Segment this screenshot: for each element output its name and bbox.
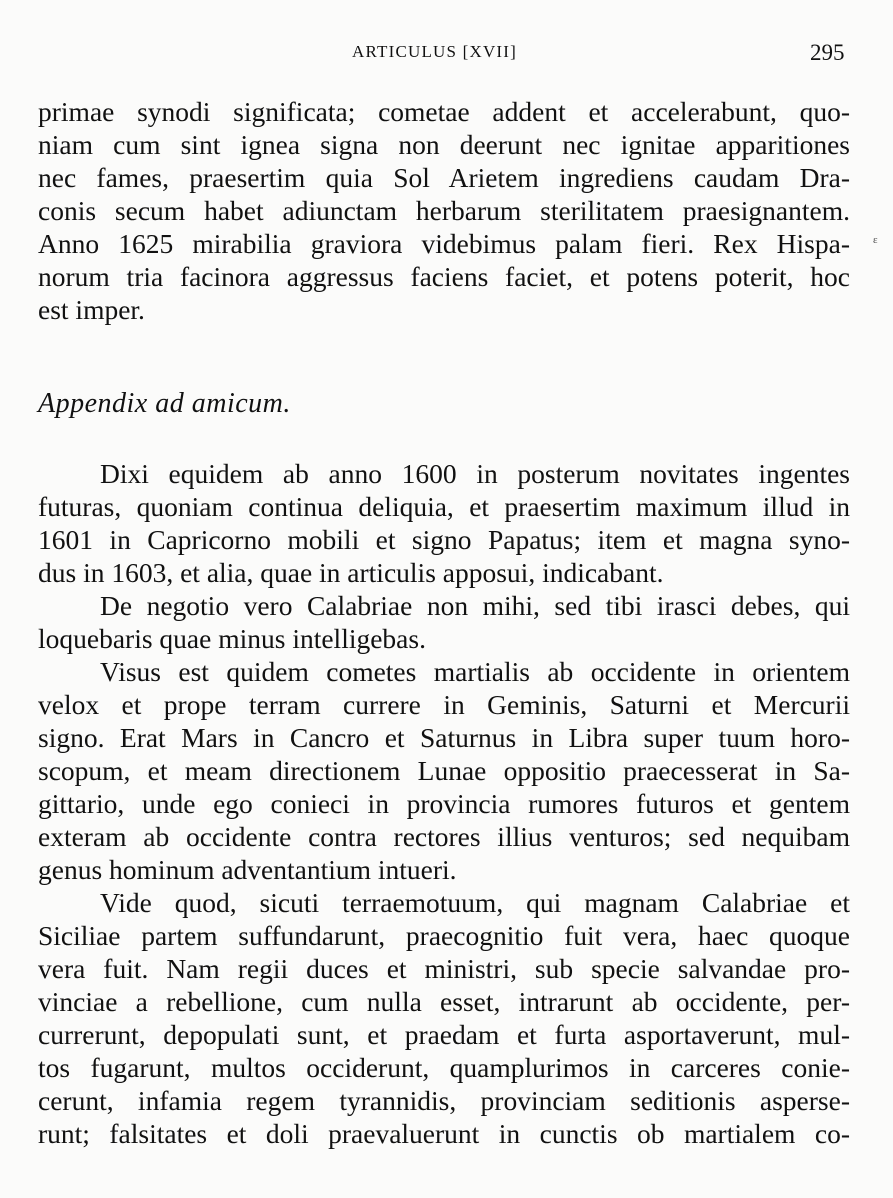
page-number: 295 [810,40,845,65]
text-line: primae synodi significata; cometae addent et accelerabunt, quo- [38,96,850,127]
running-head [0,40,893,70]
text-line: exteram ab occidente contra rectores illius venturos; sed nequibam [38,821,850,852]
text-line: velox et prope terram currere in Geminis, Saturni et Mercurii [38,689,850,720]
paragraph-continuation [38,95,850,326]
text-line: nec fames, praesertim quia Sol Arietem ingrediens caudam Dra- [38,162,850,193]
appendix-body [38,457,850,1150]
text-line: niam cum sint ignea signa non deerunt nec ignitae apparitiones [38,129,850,160]
text-line: Siciliae partem suffundarunt, praecognitio fuit vera, haec quoque [38,920,850,951]
text-line: gittario, unde ego conieci in provincia rumores futuros et gentem [38,788,850,819]
text-line: conis secum habet adiunctam herbarum sterilitatem praesignantem. [38,195,850,226]
text-line: dus in 1603, et alia, quae in articulis apposui, indicabant. [38,557,664,588]
running-title: ARTICULUS [XVII] [352,42,518,61]
text-line: tos fugarunt, multos occiderunt, quamplurimos in carceres conie- [38,1052,850,1083]
text-line: loquebaris quae minus intelligebas. [38,623,426,654]
text-line: signo. Erat Mars in Cancro et Saturnus in Libra super tuum horo- [38,722,850,753]
text-line: norum tria facinora aggressus faciens faciet, et potens poterit, hoc [38,261,850,292]
text-line: currerunt, depopulati sunt, et praedam et furta asportaverunt, mul- [38,1019,850,1050]
text-line: cerunt, infamia regem tyrannidis, provinciam seditionis asperse- [38,1085,850,1116]
text-line: Visus est quidem cometes martialis ab occidente in orientem [100,656,850,687]
text-line: Anno 1625 mirabilia graviora videbimus palam fieri. Rex Hispa- [38,228,850,259]
text-line: futuras, quoniam continua deliquia, et praesertim maximum illud in [38,491,850,522]
text-line: est imper. [38,294,145,325]
margin-mark: ɛ [873,234,878,246]
text-line: 1601 in Capricorno mobili et signo Papatus; item et magna syno- [38,524,850,555]
appendix-heading: Appendix ad amicum. [38,388,291,419]
text-line: Vide quod, sicuti terraemotuum, qui magnam Calabriae et [100,887,850,918]
text-line: genus hominum adventantium intueri. [38,854,457,885]
text-line: Dixi equidem ab anno 1600 in posterum novitates ingentes [100,458,850,489]
text-line: scopum, et meam directionem Lunae oppositio praecesserat in Sa- [38,755,850,786]
text-line: vinciae a rebellione, cum nulla esset, intrarunt ab occidente, per- [38,986,850,1017]
text-line: runt; falsitates et doli praevaluerunt in cunctis ob martialem co- [38,1118,850,1149]
text-line: vera fuit. Nam regii duces et ministri, sub specie salvandae pro- [38,953,850,984]
text-line: De negotio vero Calabriae non mihi, sed tibi irasci debes, qui [100,590,850,621]
